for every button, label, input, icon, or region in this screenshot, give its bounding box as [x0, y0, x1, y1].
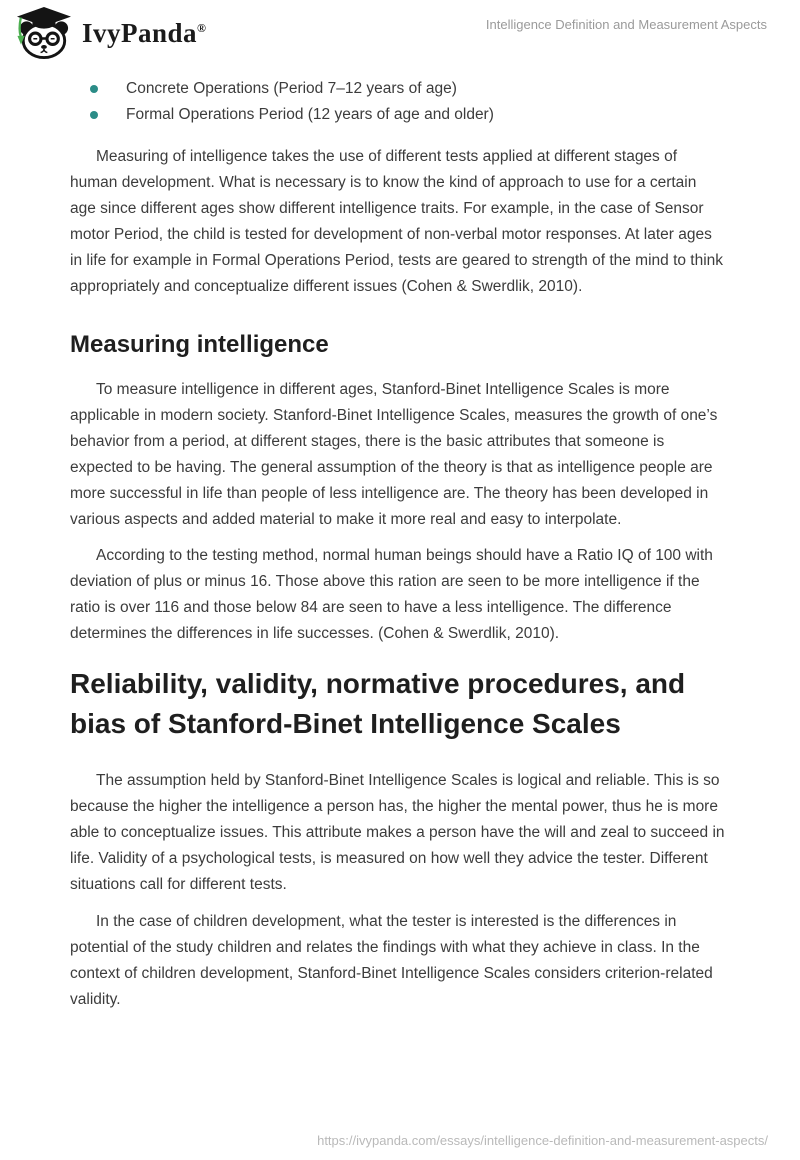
panda-graduate-icon [14, 6, 72, 60]
brand-name-text: IvyPanda [82, 18, 198, 48]
list-item-text: Concrete Operations (Period 7–12 years of age) [126, 80, 457, 97]
paragraph-ratio-iq: According to the testing method, normal human beings should have a Ratio IQ of 100 with deviation of plus or minus 16. Those above this ration are seen to be more intelligence if the ratio is over 116 and those below 84 are seen to have a less intelligence. The difference determines the differences in life successes. (Cohen & Swerdlik, 2010). [70, 547, 713, 642]
bullet-list [70, 76, 725, 128]
paragraph-assumption-reliability: The assumption held by Stanford-Binet Intelligence Scales is logical and reliable. This is so because the higher the intelligence a person has, the higher the mental power, thus he is more able to conceptualize issues. This attribute makes a person have the will and zeal to succeed in life. Validity of a psychological tests, is measured on how well they advice the tester. Different situations call for different tests. [70, 772, 725, 893]
page-footer [317, 1133, 768, 1148]
list-item [70, 102, 725, 128]
heading-reliability-validity: Reliability, validity, normative procedures, and bias of Stanford-Binet Intelligence Scales [70, 668, 686, 739]
document-body [0, 76, 800, 1013]
source-url: https://ivypanda.com/essays/intelligence-definition-and-measurement-aspects/ [317, 1133, 768, 1148]
paragraph-measuring-tests: Measuring of intelligence takes the use of different tests applied at different stages of human development. What is necessary is to know the kind of approach to use for a certain age since different ages show different intelligence traits. For example, in the case of Sensor motor Period, the child is tested for development of non-verbal motor responses. At later ages in life for example in Formal Operations Period, tests are geared to strength of the mind to think appropriately and conceptualize different issues (Cohen & Swerdlik, 2010). [70, 148, 724, 295]
bullet-icon [90, 85, 98, 93]
paragraph-stanford-binet-applicability: To measure intelligence in different ages, Stanford-Binet Intelligence Scales is more applicable in modern society. Stanford-Binet Intelligence Scales, measures the growth of one’s behavior from a period, at different stages, there is the basic attributes that someone is expected to be having. The general assumption of the theory is that as intelligence people are more successful in life than people of less intelligence are. The theory has been developed in various aspects and added material to make it more real and easy to interpolate. [70, 381, 718, 528]
list-item-text: Formal Operations Period (12 years of age and older) [126, 106, 494, 123]
heading-measuring-intelligence: Measuring intelligence [70, 331, 329, 358]
brand-name [82, 6, 207, 60]
registered-mark: ® [197, 21, 207, 35]
brand-logo [14, 6, 207, 60]
page-header [0, 0, 800, 62]
paragraph-children-development: In the case of children development, what the tester is interested is the differences in potential of the study children and relates the findings with what they achieve in class. In the context of children development, Stanford-Binet Intelligence Scales considers criterion-related validity. [70, 913, 713, 1008]
list-item [70, 76, 725, 102]
document-title: Intelligence Definition and Measurement Aspects [485, 17, 767, 32]
bullet-icon [90, 111, 98, 119]
